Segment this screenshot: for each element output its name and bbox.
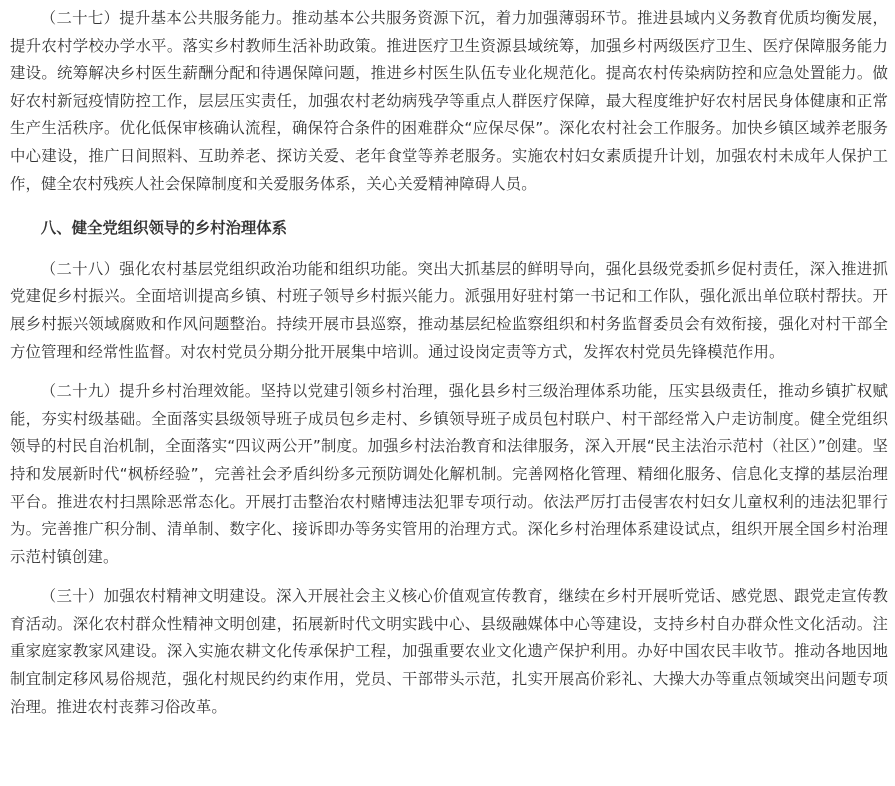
paragraph-28: （二十八）强化农村基层党组织政治功能和组织功能。突出大抓基层的鲜明导向，强化县级党委抓乡促村责任，深入推进抓党建促乡村振兴。全面培训提高乡镇、村班子领导乡村振兴能力。派强用好驻村第一书记和工作队，强化派出单位联村帮扶。开展乡村振兴领域腐败和作风问题整治。持续开展市县巡察，推动基层纪检监察组织和村务监督委员会有效衔接，强化对村干部全方位管理和经常性监督。对农村党员分期分批开展集中培训。通过设岗定责等方式，发挥农村党员先锋模范作用。	[10, 259, 888, 361]
section-heading-8: 八、健全党组织领导的乡村治理体系	[40, 219, 288, 238]
paragraph-29: （二十九）提升乡村治理效能。坚持以党建引领乡村治理，强化县乡村三级治理体系功能，压实县级责任，推动乡镇扩权赋能，夯实村级基础。全面落实县级领导班子成员包乡走村、乡镇领导班子成员包村联户、村干部经常入户走访制度。健全党组织领导的村民自治机制，全面落实“四议两公开”制度。加强乡村法治教育和法律服务，深入开展“民主法治示范村（社区）”创建。坚持和发展新时代“枫桥经验”，完善社会矛盾纠纷多元预防调处化解机制。完善网格化管理、精细化服务、信息化支撑的基层治理平台。推进农村扫黑除恶常态化。开展打击整治农村赌博违法犯罪专项行动。依法严厉打击侵害农村妇女儿童权利的违法犯罪行为。完善推广积分制、清单制、数字化、接诉即办等务实管用的治理方式。深化乡村治理体系建设试点，组织开展全国乡村治理示范村镇创建。	[10, 382, 888, 566]
paragraph-27: （二十七）提升基本公共服务能力。推动基本公共服务资源下沉，着力加强薄弱环节。推进县域内义务教育优质均衡发展，提升农村学校办学水平。落实乡村教师生活补助政策。推进医疗卫生资源县域统筹，加强乡村两级医疗卫生、医疗保障服务能力建设。统筹解决乡村医生薪酬分配和待遇保障问题，推进乡村医生队伍专业化规范化。提高农村传染病防控和应急处置能力。做好农村新冠疫情防控工作，层层压实责任，加强农村老幼病残孕等重点人群医疗保障，最大程度维护好农村居民身体健康和正常生产生活秩序。优化低保审核确认流程，确保符合条件的困难群众“应保尽保”。深化农村社会工作服务。加快乡镇区域养老服务中心建设，推广日间照料、互助养老、探访关爱、老年食堂等养老服务。实施农村妇女素质提升计划，加强农村未成年人保护工作，健全农村残疾人社会保障制度和关爱服务体系，关心关爱精神障碍人员。	[10, 9, 888, 193]
article-body	[10, 5, 888, 721]
paragraph-30: （三十）加强农村精神文明建设。深入开展社会主义核心价值观宣传教育，继续在乡村开展听党话、感党恩、跟党走宣传教育活动。深化农村群众性精神文明创建，拓展新时代文明实践中心、县级融媒体中心等建设，支持乡村自办群众性文化活动。注重家庭家教家风建设。深入实施农耕文化传承保护工程，加强重要农业文化遗产保护利用。办好中国农民丰收节。推动各地因地制宜制定移风易俗规范，强化村规民约约束作用，党员、干部带头示范，扎实开展高价彩礼、大操大办等重点领域突出问题专项治理。推进农村丧葬习俗改革。	[10, 587, 888, 716]
